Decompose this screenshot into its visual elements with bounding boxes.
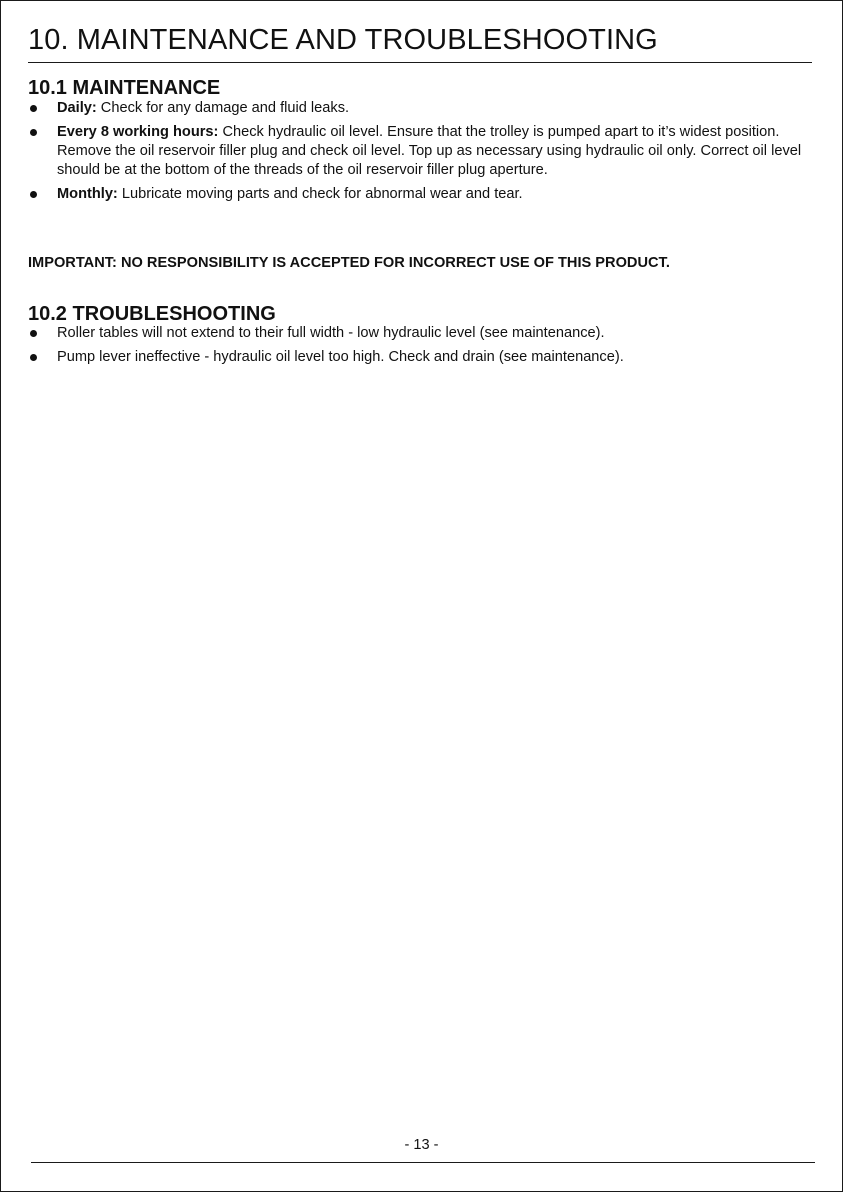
troubleshooting-item-text: Pump lever ineffective - hydraulic oil level too high. Check and drain (see maintenance).: [57, 349, 624, 365]
bullet-icon: [30, 354, 37, 361]
maintenance-item-text: Check for any damage and fluid leaks.: [96, 100, 350, 116]
troubleshooting-item: [28, 324, 820, 343]
page-title: 10. MAINTENANCE AND TROUBLESHOOTING: [28, 24, 658, 56]
troubleshooting-list: [28, 324, 820, 372]
page-number: - 13 -: [404, 1137, 439, 1153]
bullet-icon: [30, 105, 37, 112]
maintenance-item-daily: [28, 99, 820, 118]
maintenance-item-every-8-hours: [28, 123, 820, 180]
maintenance-item-lead: Daily:: [57, 100, 97, 116]
troubleshooting-item-text: Roller tables will not extend to their full width - low hydraulic level (see maintenance).: [57, 325, 605, 341]
bullet-icon: [30, 330, 37, 337]
maintenance-section-title: 10.1 MAINTENANCE: [28, 77, 221, 99]
maintenance-item-lead: Monthly:: [57, 186, 118, 202]
important-notice: IMPORTANT: NO RESPONSIBILITY IS ACCEPTED FOR INCORRECT USE OF THIS PRODUCT.: [28, 255, 670, 271]
bullet-icon: [30, 129, 37, 136]
maintenance-item-monthly: [28, 185, 820, 204]
troubleshooting-section-title: 10.2 TROUBLESHOOTING: [28, 303, 276, 325]
maintenance-list: [28, 99, 820, 209]
footer-divider: [31, 1162, 815, 1163]
title-divider: [28, 62, 812, 63]
troubleshooting-item: [28, 348, 820, 367]
bullet-icon: [30, 191, 37, 198]
maintenance-item-text: Lubricate moving parts and check for abnormal wear and tear.: [117, 186, 523, 202]
maintenance-item-lead: Every 8 working hours:: [57, 124, 219, 140]
maintenance-item-text: Check hydraulic oil level. Ensure that the trolley is pumped apart to it’s widest position. Remove the oil reservoir filler plug and check oil level. Top up as necessary using hydraulic oil only. Correct oil level should be at the bottom of the threads of the oil reservoir filler plug aperture.: [57, 124, 802, 178]
